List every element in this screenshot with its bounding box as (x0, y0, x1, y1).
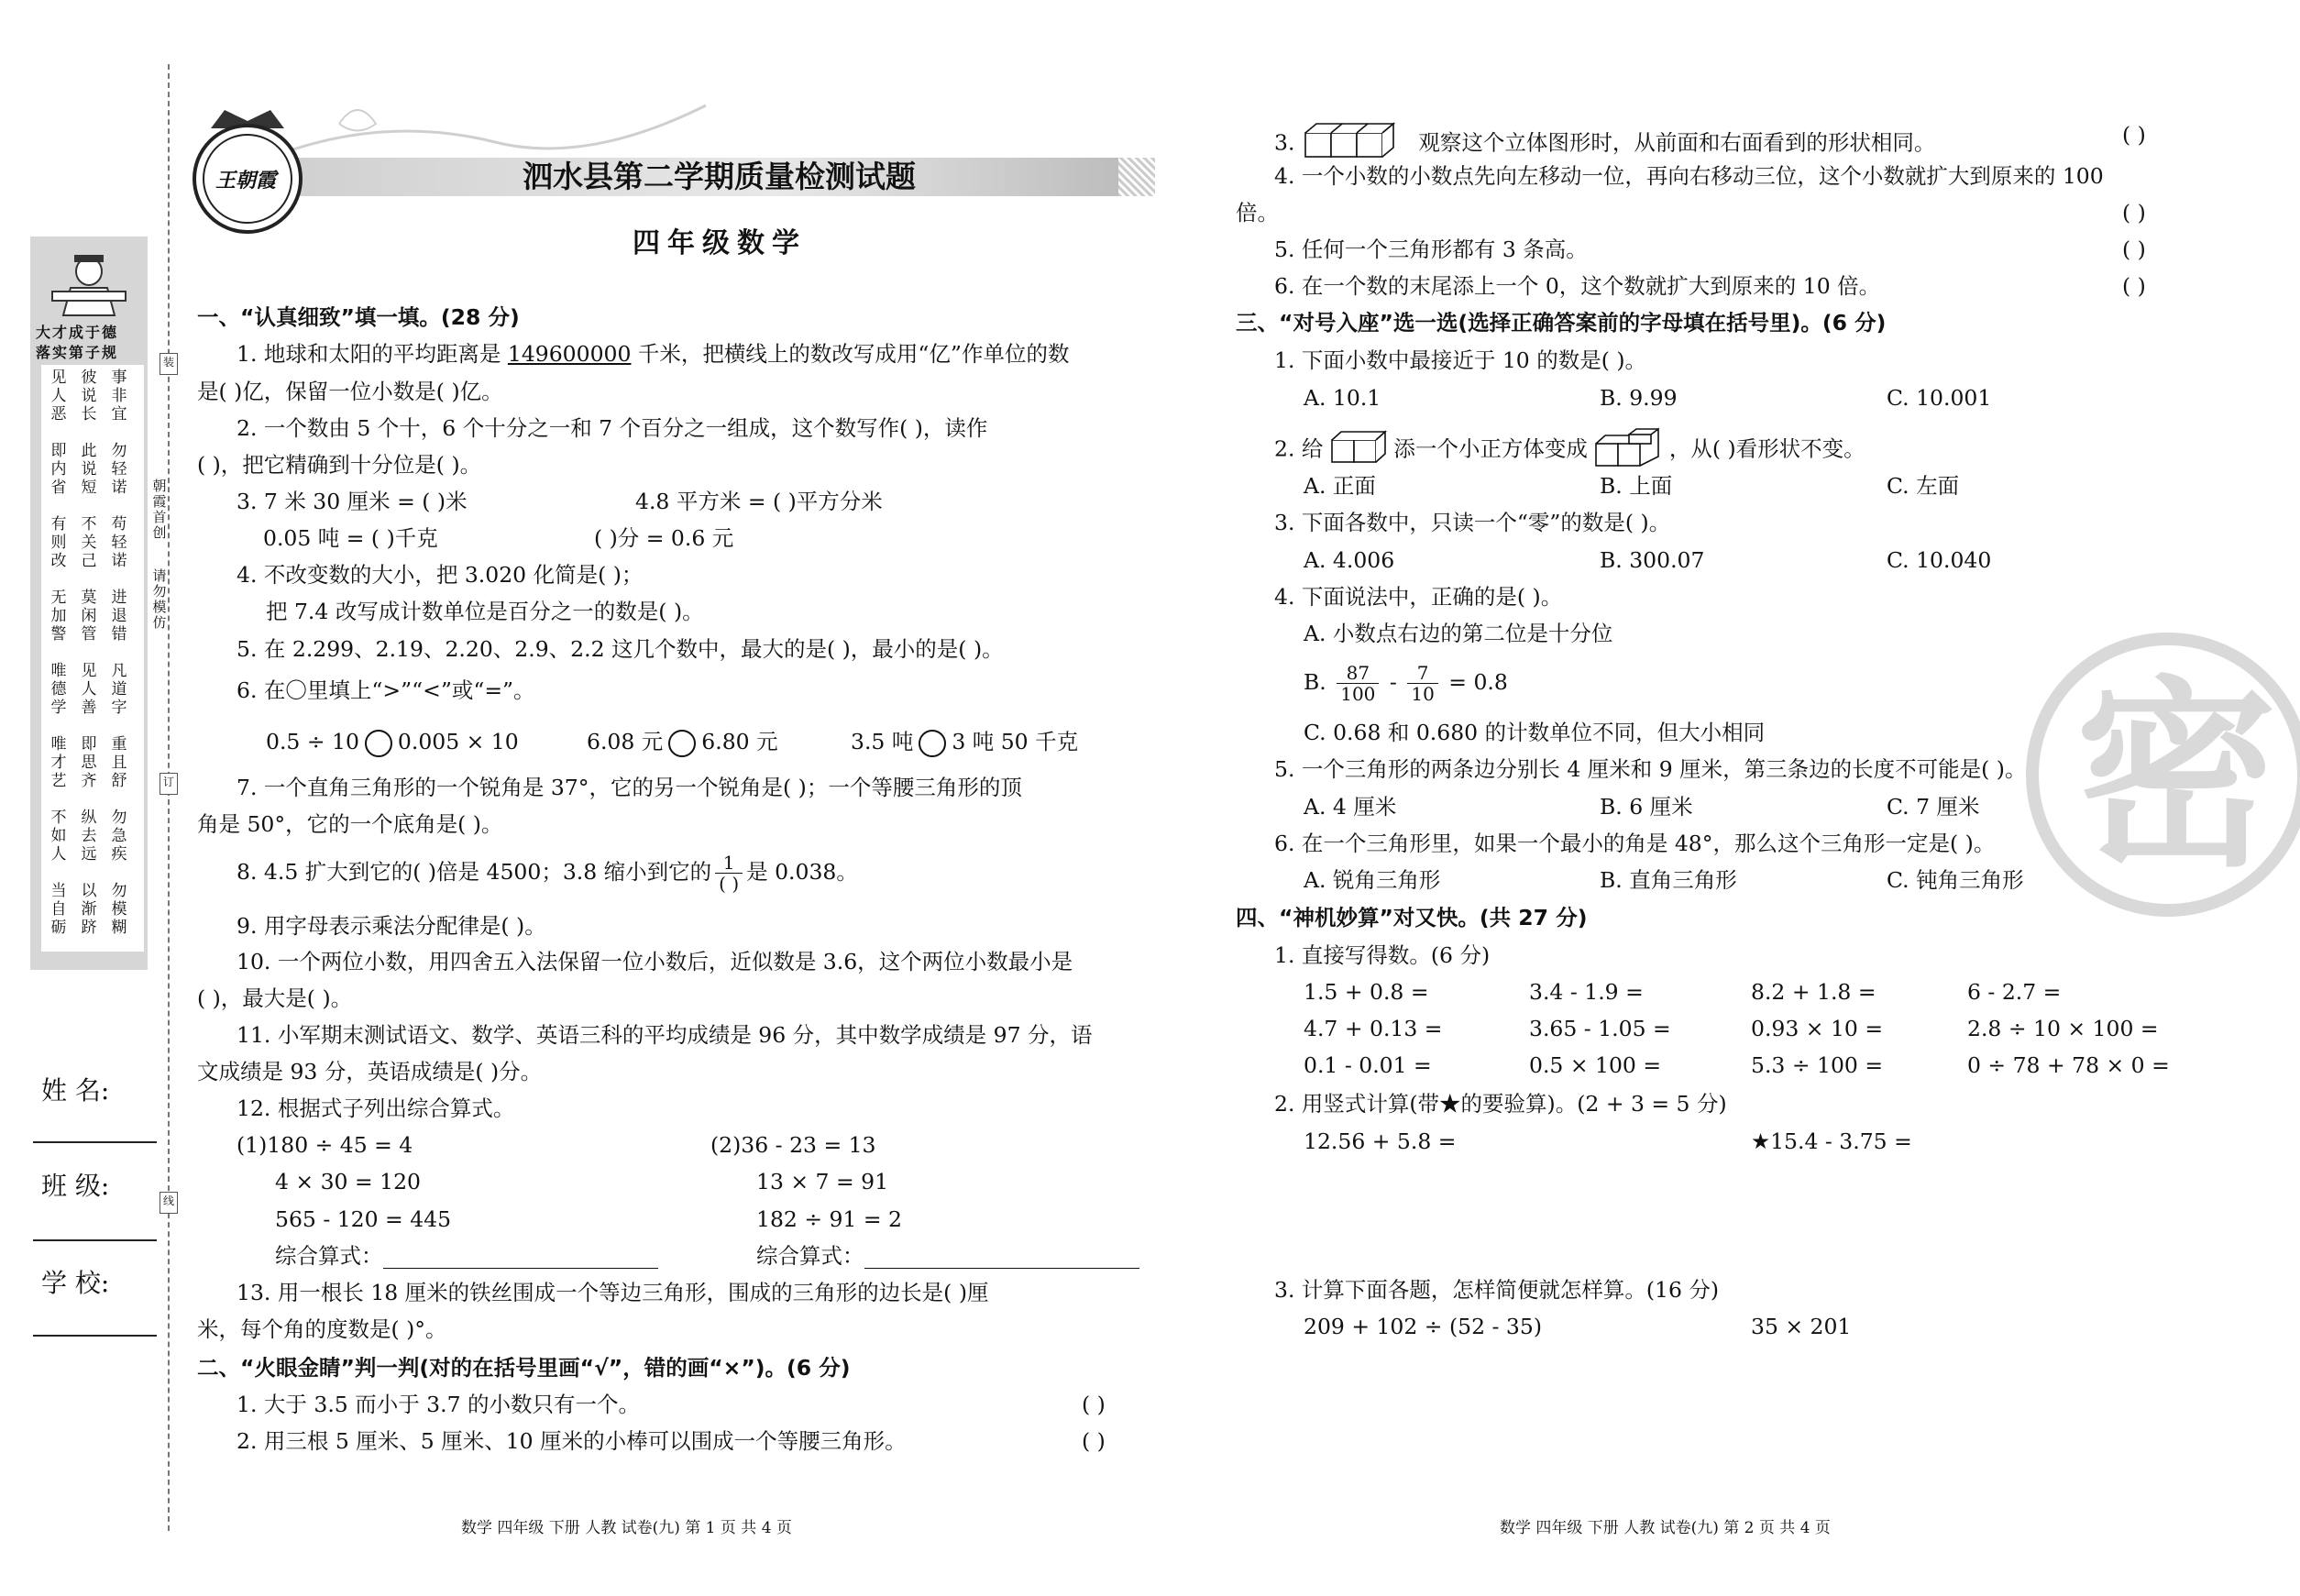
compare-3-left: 3.5 吨 (851, 729, 914, 754)
judge-4: 4. 一个小数的小数点先向左移动一位，再向右移动三位，这个小数就扩大到原来的 100 (1274, 163, 2104, 189)
q12-2-answer (756, 1243, 1139, 1269)
choice-1-c: C. 10.001 (1887, 385, 1992, 411)
motto-column: 见人恶 (50, 369, 67, 424)
compare-circle-1[interactable] (365, 730, 392, 757)
footer-right: 数学 四年级 下册 人教 试卷(九) 第 2 页 共 4 页 (1500, 1519, 1831, 1537)
choice-2-a: A. 正面 (1304, 473, 1376, 499)
motto-column: 勿急疾 (111, 809, 127, 864)
school-label: 学 校: (41, 1268, 110, 1298)
calc-2-a: 12.56 + 5.8 = (1304, 1128, 1457, 1154)
calc-2: 2. 用竖式计算(带★的要验算)。(2 + 3 = 5 分) (1274, 1091, 1727, 1117)
choice-2-text-a: 2. 给 (1274, 435, 1324, 462)
judge-6: 6. 在一个数的末尾添上一个 0，这个数就扩大到原来的 10 倍。 (1274, 273, 1881, 299)
choice-6: 6. 在一个三角形里，如果一个最小的角是 48°，那么这个三角形一定是( )。 (1274, 831, 1996, 856)
question-7-cont: 角是 50°，它的一个底角是( )。 (197, 811, 503, 837)
choice-1: 1. 下面小数中最接近于 10 的数是( )。 (1274, 347, 1647, 373)
banner-dots (1118, 158, 1155, 196)
question-9: 9. 用字母表示乘法分配律是( )。 (237, 913, 546, 939)
motto-column: 即思齐 (81, 735, 97, 790)
q12-1-answer (275, 1243, 658, 1269)
q1-underlined-number: 149600000 (507, 341, 632, 367)
q12-1-answer-label: 综合算式： (275, 1243, 383, 1269)
question-11: 11. 小军期末测试语文、数学、英语三科的平均成绩是 96 分，其中数学成绩是 97 分，语 (237, 1022, 1093, 1048)
q12-1-line-3: 565 - 120 = 445 (275, 1206, 452, 1232)
watermark-char: 密 (2075, 659, 2278, 894)
question-3-d: ( )分 = 0.6 元 (594, 525, 734, 551)
q12-2-line-2: 13 × 7 = 91 (756, 1169, 889, 1194)
compare-3-right: 3 吨 50 千克 (952, 729, 1079, 754)
motto-column: 勿模糊 (111, 882, 127, 937)
name-label: 姓 名: (41, 1075, 110, 1106)
choice-5-b: B. 6 厘米 (1600, 794, 1693, 820)
motto-column: 事非宜 (111, 369, 127, 424)
question-5: 5. 在 2.299、2.19、2.20、2.9、2.2 这几个数中，最大的是( )，最小的是( )。 (237, 636, 1004, 662)
motto-column: 见人善 (81, 662, 97, 717)
choice-3-c: C. 10.040 (1887, 547, 1992, 573)
fraction-2-den: 10 (1411, 683, 1435, 705)
mental-calc-item: 5.3 ÷ 100 = (1751, 1052, 1884, 1078)
school-field[interactable] (33, 1335, 157, 1337)
motto-line-1: 大才成于德 (36, 324, 119, 341)
choice-6-c: C. 钝角三角形 (1887, 867, 2024, 893)
judge-3-paren[interactable]: ( ) (2122, 122, 2146, 148)
motto-line-2: 落实第子规 (36, 344, 119, 361)
logo-text: 王朝霞 (215, 169, 277, 193)
question-1-cont: 是( )亿，保留一位小数是( )亿。 (197, 379, 503, 404)
motto-column: 彼说长 (81, 369, 97, 424)
class-field[interactable] (33, 1239, 157, 1241)
binding-dashed-line (168, 64, 170, 1531)
choice-5-c: C. 7 厘米 (1887, 794, 1980, 820)
choice-2-b: B. 上面 (1600, 473, 1673, 499)
section-1-title: 一、“认真细致”填一填。(28 分) (197, 304, 520, 330)
motto-column: 不关己 (81, 515, 97, 570)
motto-column: 当自砺 (50, 882, 67, 937)
name-field[interactable] (33, 1141, 157, 1143)
question-13-cont: 米，每个角的度数是( )°。 (197, 1316, 447, 1342)
choice-4-b-result: = 0.8 (1448, 669, 1508, 695)
question-10: 10. 一个两位小数，用四舍五入法保留一位小数后，近似数是 3.6，这个两位小数最小是 (237, 949, 1073, 974)
question-4-a: 4. 不改变数的大小，把 3.020 化简是( )； (237, 562, 644, 588)
choice-2-c: C. 左面 (1887, 473, 1960, 499)
calc-3: 3. 计算下面各题，怎样简便就怎样算。(16 分) (1274, 1277, 1720, 1303)
question-1 (237, 341, 1069, 367)
calc-1: 1. 直接写得数。(6 分) (1274, 942, 1491, 968)
judge-3-num: 3. (1274, 129, 1295, 156)
section-4-title: 四、“神机妙算”对又快。(共 27 分) (1236, 905, 1588, 930)
binding-mark-1: 装 (160, 353, 178, 375)
binding-mark-2: 订 (160, 773, 178, 795)
motto-column: 凡道字 (111, 662, 127, 717)
calc-2-b: ★15.4 - 3.75 = (1751, 1128, 1912, 1154)
q12-1-line-1: (1)180 ÷ 45 = 4 (237, 1132, 413, 1158)
choice-4-b (1304, 663, 1508, 704)
compare-circle-3[interactable] (919, 730, 946, 757)
footer-left: 数学 四年级 下册 人教 试卷(九) 第 1 页 共 4 页 (461, 1519, 792, 1537)
motto-column: 唯德学 (50, 662, 67, 717)
judge-3-text: 观察这个立体图形时，从前面和右面看到的形状相同。 (1418, 129, 1936, 156)
q12-2-line-1: (2)36 - 23 = 13 (710, 1132, 876, 1158)
calc-3-a: 209 + 102 ÷ (52 - 35) (1304, 1314, 1542, 1339)
motto-column: 苟轻诺 (111, 515, 127, 570)
scholar-figure (43, 244, 135, 317)
calc-3-b: 35 × 201 (1751, 1314, 1852, 1339)
choice-4: 4. 下面说法中，正确的是( )。 (1274, 584, 1563, 610)
fraction-1-den: 100 (1340, 683, 1376, 705)
motto-column: 纵去远 (81, 809, 97, 864)
question-3-a: 3. 7 米 30 厘米 = ( )米 (237, 489, 468, 514)
compare-circle-2[interactable] (668, 730, 696, 757)
compare-row (266, 729, 519, 757)
motto-column: 勿轻诺 (111, 442, 127, 497)
question-8 (237, 853, 858, 894)
motto-column: 以渐跻 (81, 882, 97, 937)
q8-fraction-num: 1 (715, 853, 743, 874)
mental-calc-item: 0.93 × 10 = (1751, 1016, 1884, 1041)
choice-6-b: B. 直角三角形 (1600, 867, 1737, 893)
choice-4-b-label: B. (1304, 669, 1326, 695)
question-2: 2. 一个数由 5 个十，6 个十分之一和 7 个百分之一组成，这个数写作( )，读作 (237, 415, 988, 441)
judge-4-paren[interactable]: ( ) (2122, 200, 2146, 226)
motto-column: 无加警 (50, 589, 67, 644)
mental-calc-item: 4.7 + 0.13 = (1304, 1016, 1443, 1041)
compare-row-3 (851, 729, 1078, 757)
motto-column: 有则改 (50, 515, 67, 570)
question-2-cont: ( )，把它精确到十分位是( )。 (197, 452, 482, 478)
choice-1-a: A. 10.1 (1304, 385, 1381, 411)
q8-text-a: 8. 4.5 扩大到它的( )倍是 4500；3.8 缩小到它的 (237, 859, 712, 885)
mental-calc-item: 3.4 - 1.9 = (1529, 979, 1644, 1005)
choice-3: 3. 下面各数中，只读一个“零”的数是( )。 (1274, 510, 1671, 535)
choice-3-a: A. 4.006 (1304, 547, 1395, 573)
q8-text-b: 是 0.038。 (746, 859, 858, 885)
fraction-1 (1337, 663, 1379, 704)
section-3-title: 三、“对号入座”选一选(选择正确答案前的字母填在括号里)。(6 分) (1236, 310, 1887, 336)
motto-column: 即内省 (50, 442, 67, 497)
minus-sign: - (1389, 669, 1397, 695)
q1-text-a: 1. 地球和太阳的平均距离是 (237, 341, 508, 367)
motto-column: 重且舒 (111, 735, 127, 790)
judge-2: 2. 用三根 5 厘米、5 厘米、10 厘米的小棒可以围成一个等腰三角形。 (237, 1428, 907, 1454)
mental-calc-item: 0.1 - 0.01 = (1304, 1052, 1432, 1078)
fraction-1-num: 87 (1337, 663, 1379, 684)
choice-2 (1274, 427, 1865, 473)
question-6: 6. 在〇里填上“>”“<”或“=”。 (237, 677, 535, 703)
question-11-cont: 文成绩是 93 分，英语成绩是( )分。 (197, 1059, 543, 1084)
question-4-b: 把 7.4 改写成计数单位是百分之一的数是( )。 (266, 599, 704, 624)
section-2-title: 二、“火眼金睛”判一判(对的在括号里画“√”，错的画“×”)。(6 分) (197, 1355, 851, 1381)
q12-2-answer-line[interactable] (864, 1246, 1139, 1269)
choice-6-a: A. 锐角三角形 (1304, 867, 1441, 893)
motto-column: 唯才艺 (50, 735, 67, 790)
fraction-2-num: 7 (1407, 663, 1437, 684)
choice-5-a: A. 4 厘米 (1304, 794, 1397, 820)
vertical-note-2: 请勿模仿 (152, 567, 167, 631)
mental-calc-item: 6 - 2.7 = (1967, 979, 2062, 1005)
stacked-cubes-icon (1594, 427, 1662, 473)
q8-fraction-den: ( ) (719, 873, 740, 895)
subject-title: 四年级数学 (633, 227, 807, 259)
judge-1: 1. 大于 3.5 而小于 3.7 的小数只有一个。 (237, 1392, 641, 1417)
question-12: 12. 根据式子列出综合算式。 (237, 1095, 515, 1121)
brand-logo (188, 101, 307, 238)
cube-figure-icon (1302, 122, 1412, 166)
mental-calc-item: 3.65 - 1.05 = (1529, 1016, 1671, 1041)
q12-2-line-3: 182 ÷ 91 = 2 (756, 1206, 902, 1232)
choice-4-c: C. 0.68 和 0.680 的计数单位不同，但大小相同 (1304, 720, 1766, 745)
motto-column: 进退错 (111, 589, 127, 644)
binding-mark-3: 线 (160, 1192, 178, 1214)
q12-1-line-2: 4 × 30 = 120 (275, 1169, 421, 1194)
exam-title: 泗水县第二学期质量检测试题 (523, 159, 916, 194)
compare-2-left: 6.08 元 (587, 729, 664, 754)
judge-1-paren[interactable]: ( ) (1082, 1392, 1106, 1417)
class-label: 班 级: (41, 1171, 110, 1201)
motto-column: 此说短 (81, 442, 97, 497)
q1-text-b: 千米，把横线上的数改写成用“亿”作单位的数 (631, 341, 1070, 367)
question-13: 13. 用一根长 18 厘米的铁丝围成一个等边三角形，围成的三角形的边长是( )厘 (237, 1280, 989, 1305)
choice-3-b: B. 300.07 (1600, 547, 1705, 573)
choice-2-text-c: ，从( )看形状不变。 (1668, 435, 1865, 462)
mental-calc-item: 8.2 + 1.8 = (1751, 979, 1876, 1005)
question-7: 7. 一个直角三角形的一个锐角是 37°，它的另一个锐角是( )；一个等腰三角形的顶 (237, 775, 1022, 800)
mental-calc-item: 0.5 × 100 = (1529, 1052, 1662, 1078)
mental-calc-item: 2.8 ÷ 10 × 100 = (1967, 1016, 2159, 1041)
choice-2-text-b: 添一个小正方体变成 (1393, 435, 1588, 462)
compare-row-2 (587, 729, 778, 757)
judge-2-paren[interactable]: ( ) (1082, 1428, 1106, 1454)
small-cubes-icon (1330, 429, 1387, 471)
choice-1-b: B. 9.99 (1600, 385, 1678, 411)
mental-calc-item: 0 ÷ 78 + 78 × 0 = (1967, 1052, 2170, 1078)
q12-2-answer-label: 综合算式： (756, 1243, 864, 1269)
confidential-watermark (2026, 633, 2300, 917)
compare-1-right: 0.005 × 10 (397, 729, 519, 754)
ribbon-decoration (275, 96, 715, 164)
judge-6-paren[interactable]: ( ) (2122, 273, 2146, 299)
question-3-b: 4.8 平方米 = ( )平方分米 (635, 489, 883, 514)
fraction-2 (1407, 663, 1437, 704)
choice-4-a: A. 小数点右边的第二位是十分位 (1304, 621, 1613, 646)
judge-4-cont: 倍。 (1236, 200, 1279, 226)
motto-column: 不如人 (50, 809, 67, 864)
q12-1-answer-line[interactable] (383, 1246, 658, 1269)
compare-2-right: 6.80 元 (701, 729, 778, 754)
compare-1-left: 0.5 ÷ 10 (266, 729, 359, 754)
judge-5: 5. 任何一个三角形都有 3 条高。 (1274, 237, 1588, 262)
question-10-cont: ( )，最大是( )。 (197, 985, 353, 1011)
q8-fraction (715, 853, 743, 894)
choice-5: 5. 一个三角形的两条边分别长 4 厘米和 9 厘米，第三条边的长度不可能是( )。 (1274, 756, 2027, 782)
motto-column: 莫闲管 (81, 589, 97, 644)
judge-3 (1274, 122, 1935, 166)
question-3-c: 0.05 吨 = ( )千克 (263, 525, 438, 551)
mental-calc-item: 1.5 + 0.8 = (1304, 979, 1429, 1005)
vertical-note-1: 朝霞首创 (152, 478, 167, 541)
judge-5-paren[interactable]: ( ) (2122, 237, 2146, 262)
